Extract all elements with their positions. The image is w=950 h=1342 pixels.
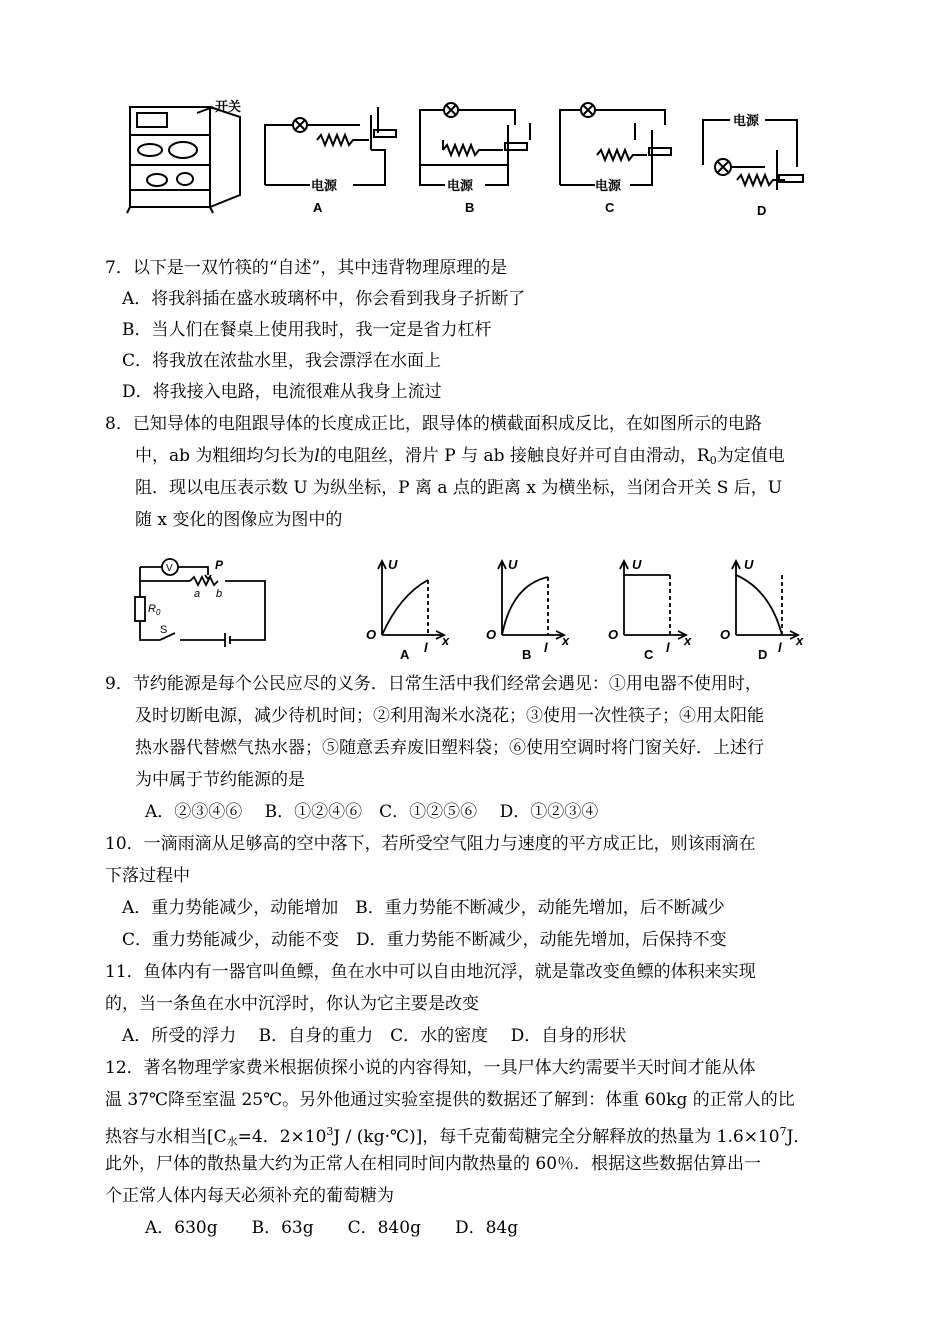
refrigerator-drawing (127, 107, 240, 213)
graph-b-x: x (562, 633, 570, 648)
q12-line-3-part-a: 热容与水相当[C (105, 1127, 227, 1147)
slider-p-label: P (215, 558, 224, 572)
option-a-label: A (313, 200, 323, 215)
graph-d-origin: O (720, 627, 731, 642)
switch-label: 开关 (215, 99, 242, 114)
q8-line-2-part-b: 的电阻丝，滑片 P 与 ab 接触良好并可自由滑动，R (319, 446, 710, 466)
graph-a-label: A (400, 647, 410, 662)
q12-line-1: 12．著名物理学家费米根据侦探小说的内容得知，一具尸体大约需要半天时间才能从体 (105, 1058, 756, 1078)
graph-b-u: U (508, 557, 518, 572)
graph-a-u: U (388, 557, 398, 572)
q8-line-2-part-c: 为定值电 (716, 446, 785, 466)
graph-c-label: C (644, 647, 654, 662)
q12-line-5: 个正常人体内每天必须补充的葡萄糖为 (105, 1186, 394, 1206)
graph-b-origin: O (486, 627, 497, 642)
switch-s-label: S (160, 624, 168, 636)
q9-line-1: 9．节约能源是每个公民应尽的义务．日常生活中我们经常会遇见：①用电器不使用时， (105, 674, 762, 694)
graph-d-l: l (778, 640, 782, 655)
q7-stem: 7．以下是一双竹筷的“自述”，其中违背物理原理的是 (105, 258, 508, 278)
circuit-option-c (560, 103, 671, 185)
q10-options-ab: A．重力势能减少，动能增加 B．重力势能不断减少，动能先增加，后不断减少 (122, 898, 725, 918)
power-label-b: 电源 (447, 178, 474, 193)
q8-line-2-part-a: 中，ab 为粗细均匀长为 (135, 446, 315, 466)
circuit-option-a (265, 107, 396, 185)
q9-options: A．②③④⑥ B．①②④⑥ C．①②⑤⑥ D．①②③④ (145, 802, 599, 822)
graph-a-x: x (442, 633, 450, 648)
option-d-label: D (757, 203, 767, 218)
water-subscript: 水 (226, 1135, 238, 1148)
graph-a-l: l (424, 640, 428, 655)
q9-line-4: 为中属于节约能源的是 (135, 770, 305, 790)
q7-option-d: D．将我接入电路，电流很难从我身上流过 (122, 382, 442, 402)
circuit-option-b (420, 103, 530, 185)
graph-c-x: x (684, 633, 692, 648)
q8-line-3: 阻．现以电压表示数 U 为纵坐标，P 离 a 点的距离 x 为横坐标，当闭合开关 S 后，U (135, 478, 783, 498)
graph-d-x: x (796, 633, 804, 648)
q11-line-2: 的，当一条鱼在水中沉浮时，你认为它主要是改变 (105, 994, 479, 1014)
graph-b-label: B (522, 647, 532, 662)
q12-options: A．630g B．63g C．840g D．84g (145, 1218, 519, 1238)
option-b-label: B (465, 200, 475, 215)
graph-c-origin: O (608, 627, 619, 642)
graph-c-l: l (666, 640, 670, 655)
circuit-option-d (703, 120, 803, 190)
q10-options-cd: C．重力势能减少，动能不变 D．重力势能不断减少，动能先增加，后保持不变 (122, 930, 727, 950)
q10-line-1: 10．一滴雨滴从足够高的空中落下，若所受空气阻力与速度的平方成正比，则该雨滴在 (105, 834, 756, 854)
q12-line-3-part-d: J． (786, 1127, 811, 1147)
point-a-label: a (194, 588, 201, 600)
graph-d-u: U (744, 557, 754, 572)
voltmeter-label: V (166, 563, 173, 574)
power-label-d: 电源 (733, 113, 760, 128)
graph-a-origin: O (366, 627, 377, 642)
point-b-label: b (216, 588, 223, 600)
q8-graph-options (360, 555, 820, 665)
graph-c-u: U (632, 557, 642, 572)
r0-subscript: 0 (709, 454, 717, 467)
q10-line-2: 下落过程中 (105, 866, 190, 886)
q9-line-3: 热水器代替燃气热水器；⑤随意丢弃废旧塑料袋；⑥使用空调时将门窗关好．上述行 (135, 738, 764, 758)
length-symbol: l (314, 446, 320, 466)
q8-line-4: 随 x 变化的图像应为图中的 (135, 510, 343, 530)
power-label-a: 电源 (311, 178, 338, 193)
q11-options: A．所受的浮力 B．自身的重力 C．水的密度 D．自身的形状 (122, 1026, 627, 1046)
q12-line-2: 温 37℃降至室温 25℃。另外他通过实验室提供的数据还了解到：体重 60kg 的正常人的比 (105, 1090, 795, 1110)
q12-line-3 (105, 1121, 810, 1153)
exponent-3: 3 (326, 1125, 334, 1138)
option-c-label: C (605, 200, 615, 215)
q12-line-3-part-c: J / (kg·℃)]，每千克葡萄糖完全分解释放的热量为 1.6×10 (333, 1127, 780, 1147)
q7-option-a: A．将我斜插在盛水玻璃杯中，你会看到我身子折断了 (122, 289, 526, 309)
refrigerator-circuit-figure (125, 95, 825, 225)
q12-line-3-part-b: =4．2×10 (237, 1127, 327, 1147)
graph-d-label: D (758, 647, 768, 662)
graph-b-l: l (544, 640, 548, 655)
q8-line-2 (135, 445, 785, 472)
q8-circuit-figure (130, 555, 280, 655)
q7-option-b: B．当人们在餐桌上使用我时，我一定是省力杠杆 (122, 320, 492, 340)
q11-line-1: 11．鱼体内有一器官叫鱼鳔，鱼在水中可以自由地沉浮，就是靠改变鱼鳔的体积来实现 (105, 962, 756, 982)
q9-line-2: 及时切断电源，减少待机时间；②利用淘米水浇花；③使用一次性筷子；④用太阳能 (135, 706, 764, 726)
q12-line-4: 此外，尸体的散热量大约为正常人在相同时间内散热量的 60％．根据这些数据估算出一 (105, 1154, 762, 1174)
exponent-7: 7 (779, 1125, 787, 1138)
q7-option-c: C．将我放在浓盐水里，我会漂浮在水面上 (122, 351, 442, 371)
q8-line-1: 8．已知导体的电阻跟导体的长度成正比，跟导体的横截面积成反比，在如图所示的电路 (105, 414, 762, 434)
power-label-c: 电源 (595, 178, 622, 193)
resistor-label: $R_0$ (148, 603, 161, 617)
